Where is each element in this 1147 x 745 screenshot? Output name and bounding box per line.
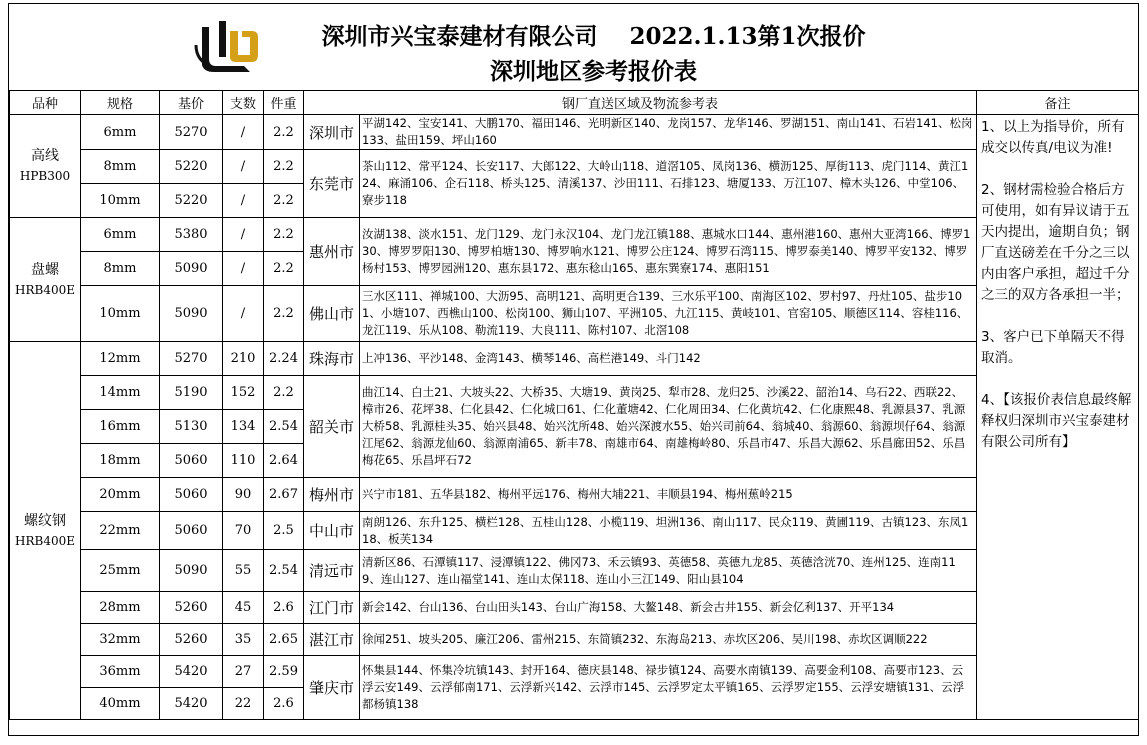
weight-cell: 2.2 — [264, 218, 304, 252]
count-cell: 45 — [223, 592, 264, 624]
price-cell: 5270 — [160, 342, 223, 376]
weight-cell: 2.2 — [264, 115, 304, 150]
note-item: 3、客户已下单隔天不得取消。 — [981, 329, 1125, 366]
count-cell: / — [223, 150, 264, 184]
table-row — [10, 478, 1139, 512]
table-row — [10, 592, 1139, 624]
table-row — [10, 286, 1139, 342]
price-cell: 5420 — [160, 656, 223, 688]
city-cell: 江门市 — [304, 592, 360, 624]
weight-cell: 2.59 — [264, 656, 304, 688]
price-cell: 5060 — [160, 444, 223, 478]
col-header: 备注 — [977, 91, 1139, 115]
company-name: 深圳市兴宝泰建材有限公司 — [321, 23, 598, 50]
city-cell: 深圳市 — [304, 115, 360, 150]
category-cell — [10, 115, 81, 218]
category-code: HPB300 — [19, 169, 71, 183]
count-cell: / — [223, 184, 264, 218]
col-header: 基价 — [160, 91, 223, 115]
areas-cell: 兴宁市181、五华县182、梅州平远176、梅州大埔221、丰顺县194、梅州蕉岭215 — [360, 478, 977, 512]
weight-cell: 2.67 — [264, 478, 304, 512]
spec-cell: 32mm — [81, 624, 160, 656]
city-cell: 惠州市 — [304, 218, 360, 286]
weight-cell: 2.6 — [264, 592, 304, 624]
weight-cell: 2.6 — [264, 688, 304, 720]
count-cell: / — [223, 286, 264, 342]
price-cell: 5060 — [160, 478, 223, 512]
category-code: HRB400E — [15, 533, 75, 548]
weight-cell: 2.65 — [264, 624, 304, 656]
category-cell — [10, 218, 81, 342]
spec-cell: 14mm — [81, 376, 160, 410]
price-cell: 5090 — [160, 550, 223, 592]
col-header: 品种 — [10, 91, 81, 115]
table-row — [10, 218, 1139, 252]
count-cell: 35 — [223, 624, 264, 656]
table-row — [10, 656, 1139, 688]
sheet-header — [9, 4, 1138, 91]
col-header: 件重 — [264, 91, 304, 115]
areas-cell: 南朗126、东升125、横栏128、五桂山128、小榄119、坦洲136、南山117、民众119、黄圃119、古镇123、东凤118、板芙134 — [360, 512, 977, 550]
spec-cell: 8mm — [81, 252, 160, 286]
table-row — [10, 376, 1139, 410]
weight-cell: 2.64 — [264, 444, 304, 478]
spec-cell: 40mm — [81, 688, 160, 720]
count-cell: 55 — [223, 550, 264, 592]
spec-cell: 25mm — [81, 550, 160, 592]
areas-cell: 曲江14、白土21、大坡头22、大桥35、大塘19、黄岗25、犁市28、龙归25、沙溪22、韶治14、乌石22、西联22、樟市26、花坪38、仁化县42、仁化城口61、仁化董塘42、仁化周田34、仁化黄坑42、仁化康熙48、乳源县37、乳源大桥58、乳源桂头35、始兴县48、始兴沈所48、始兴深渡水55、始兴司前64、翁城40、翁源60、翁源坝仔64、翁源江尾62、翁源龙仙60、翁源南浦65、新丰78、南雄市64、南雄梅岭80、乐昌市47、乐昌大源62、乐昌廊田52、乐昌梅花65、乐昌坪石72 — [360, 376, 977, 478]
spec-cell: 20mm — [81, 478, 160, 512]
notes-cell — [977, 115, 1139, 720]
category-cell — [10, 342, 81, 720]
category-code: HRB400E — [15, 282, 75, 297]
city-cell: 中山市 — [304, 512, 360, 550]
spec-cell: 8mm — [81, 150, 160, 184]
count-cell: 90 — [223, 478, 264, 512]
spec-cell: 6mm — [81, 218, 160, 252]
price-cell: 5190 — [160, 376, 223, 410]
count-cell: / — [223, 115, 264, 150]
note-item: 1、以上为指导价，所有成交以传真/电议为准! — [981, 119, 1125, 156]
table-row — [10, 342, 1139, 376]
count-cell: / — [223, 252, 264, 286]
price-cell: 5260 — [160, 624, 223, 656]
price-cell: 5130 — [160, 410, 223, 444]
areas-cell: 平湖142、宝安141、大鹏170、福田146、光明新区140、龙岗157、龙华146、罗湖151、南山141、石岩141、松岗133、盐田159、坪山160 — [360, 115, 977, 150]
city-cell: 湛江市 — [304, 624, 360, 656]
sheet-subtitle: 深圳地区参考报价表 — [490, 58, 697, 85]
weight-cell: 2.2 — [264, 252, 304, 286]
category-name: 螺纹钢 — [24, 512, 66, 529]
price-table — [9, 90, 1139, 720]
spec-cell: 10mm — [81, 184, 160, 218]
price-cell: 5090 — [160, 286, 223, 342]
table-header-row — [10, 91, 1139, 115]
spec-cell: 36mm — [81, 656, 160, 688]
areas-cell: 怀集县144、怀集冷坑镇143、封开164、德庆县148、禄步镇124、高要水南镇139、高要金利108、高要市123、云浮云安149、云浮郁南171、云浮新兴142、云浮市145、云浮罗定太平镇165、云浮罗定155、云浮安塘镇131、云浮都杨镇138 — [360, 656, 977, 720]
col-header: 钢厂直送区域及物流参考表 — [304, 91, 977, 115]
table-row — [10, 624, 1139, 656]
table-row — [10, 150, 1139, 184]
spec-cell: 22mm — [81, 512, 160, 550]
price-cell: 5060 — [160, 512, 223, 550]
city-cell: 佛山市 — [304, 286, 360, 342]
spec-cell: 18mm — [81, 444, 160, 478]
category-name: 盘螺 — [31, 261, 59, 278]
col-header: 规格 — [81, 91, 160, 115]
price-cell: 5260 — [160, 592, 223, 624]
areas-cell: 上冲136、平沙148、金湾143、横琴146、高栏港149、斗门142 — [360, 342, 977, 376]
count-cell: 110 — [223, 444, 264, 478]
price-cell: 5220 — [160, 150, 223, 184]
spec-cell: 16mm — [81, 410, 160, 444]
spec-cell: 28mm — [81, 592, 160, 624]
areas-cell: 汝湖138、淡水151、龙门129、龙门永汉104、龙门龙江镇188、惠城水口144、惠州港160、惠州大亚湾166、博罗130、博罗罗阳130、博罗柏塘130、博罗响水121、博罗公庄124、博罗石湾115、博罗泰美140、博罗平安132、博罗杨村153、博罗园洲120、惠东县172、惠东稔山165、惠东巽寮174、惠阳151 — [360, 218, 977, 286]
weight-cell: 2.2 — [264, 286, 304, 342]
price-cell: 5270 — [160, 115, 223, 150]
note-item: 2、钢材需检验合格后方可使用，如有异议请于五天内提出，逾期自负；钢厂直送磅差在千分之三以内由客户承担，超过千分之三的双方各承担一半； — [981, 182, 1130, 303]
areas-cell: 新会142、台山136、台山田头143、台山广海158、大鳌148、新会古井155、新会亿利137、开平134 — [360, 592, 977, 624]
areas-cell: 清新区86、石潭镇117、浸潭镇122、佛冈73、禾云镇93、英德58、英德九龙85、英德浛洸70、连州125、连南119、连山127、连山福堂141、连山太保118、连山小三江149、阳山县104 — [360, 550, 977, 592]
weight-cell: 2.54 — [264, 410, 304, 444]
title-company-quote — [9, 18, 1138, 51]
spec-cell: 10mm — [81, 286, 160, 342]
weight-cell: 2.54 — [264, 550, 304, 592]
price-cell: 5090 — [160, 252, 223, 286]
areas-cell: 茶山112、常平124、长安117、大郎122、大岭山118、道滘105、凤岗136、横沥125、厚街113、虎门114、黄江124、麻涌106、企石118、桥头125、清溪137、沙田111、石排123、塘厦133、万江107、樟木头126、中堂106、寮步118 — [360, 150, 977, 218]
count-cell: / — [223, 218, 264, 252]
city-cell: 韶关市 — [304, 376, 360, 478]
count-cell: 134 — [223, 410, 264, 444]
weight-cell: 2.2 — [264, 150, 304, 184]
count-cell: 210 — [223, 342, 264, 376]
city-cell: 清远市 — [304, 550, 360, 592]
category-name: 高线 — [31, 148, 59, 164]
areas-cell: 三水区111、禅城100、大沥95、高明121、高明更合139、三水乐平100、南海区102、罗村97、丹灶105、盐步101、小塘107、西樵山100、松岗100、狮山107、平洲105、九江115、黄岐101、官窑105、顺德区114、容桂116、龙江119、乐从108、勒流119、大良111、陈村107、北滘108 — [360, 286, 977, 342]
table-row — [10, 115, 1139, 150]
table-row — [10, 512, 1139, 550]
city-cell: 梅州市 — [304, 478, 360, 512]
count-cell: 152 — [223, 376, 264, 410]
price-sheet — [8, 3, 1139, 736]
note-item: 4、【该报价表信息最终解释权归深圳市兴宝泰建材有限公司所有】 — [981, 392, 1132, 450]
count-cell: 22 — [223, 688, 264, 720]
city-cell: 东莞市 — [304, 150, 360, 218]
city-cell: 珠海市 — [304, 342, 360, 376]
price-cell: 5420 — [160, 688, 223, 720]
table-row — [10, 550, 1139, 592]
weight-cell: 2.2 — [264, 184, 304, 218]
count-cell: 27 — [223, 656, 264, 688]
price-cell: 5380 — [160, 218, 223, 252]
city-cell: 肇庆市 — [304, 656, 360, 720]
areas-cell: 徐闻251、坡头205、廉江206、雷州215、东简镇232、东海岛213、赤坎区206、吴川198、赤坎区调顺222 — [360, 624, 977, 656]
weight-cell: 2.2 — [264, 376, 304, 410]
weight-cell: 2.5 — [264, 512, 304, 550]
col-header: 支数 — [223, 91, 264, 115]
spec-cell: 12mm — [81, 342, 160, 376]
count-cell: 70 — [223, 512, 264, 550]
quote-number: 2022.1.13第1次报价 — [629, 23, 866, 50]
weight-cell: 2.24 — [264, 342, 304, 376]
price-cell: 5220 — [160, 184, 223, 218]
spec-cell: 6mm — [81, 115, 160, 150]
